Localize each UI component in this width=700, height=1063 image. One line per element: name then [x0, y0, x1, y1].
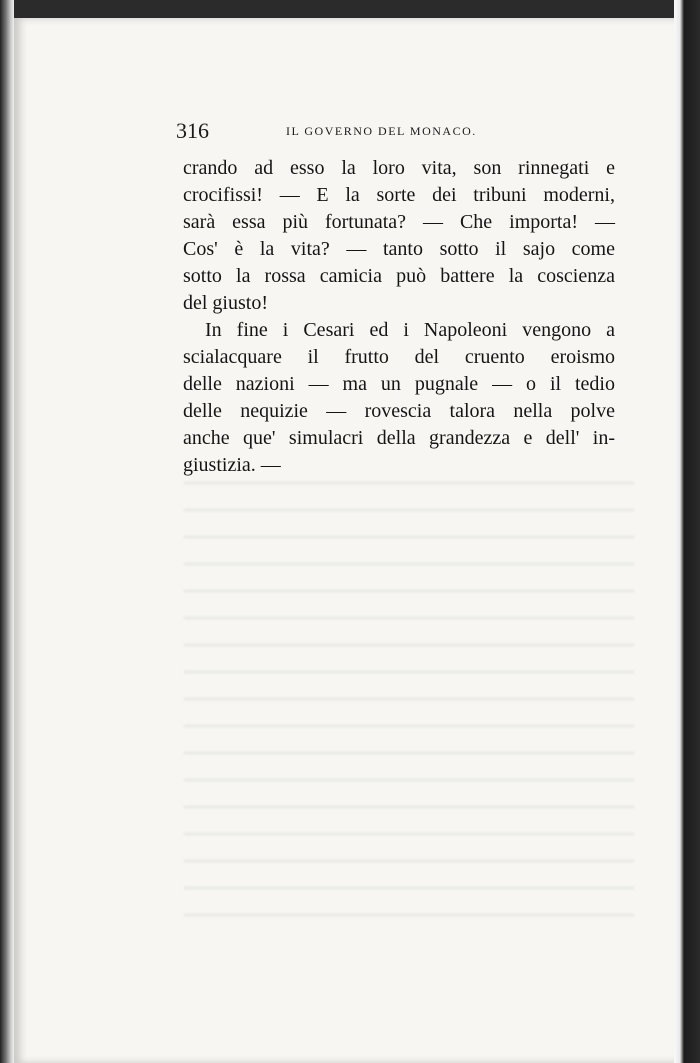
body-text [183, 155, 615, 479]
text-line: delle nazioni — ma un pugnale — o il tedio [183, 373, 615, 395]
page-edge [674, 0, 700, 1063]
running-head: IL GOVERNO DEL MONACO. [286, 124, 477, 138]
text-line: crando ad esso la loro vita, son rinnegati e [183, 157, 615, 179]
text-line: sarà essa più fortunata? — Che importa! — [183, 211, 615, 233]
text-line: giustizia. — [183, 454, 281, 476]
show-through-text [184, 468, 634, 928]
text-line: del giusto! [183, 292, 268, 314]
text-line: delle nequizie — rovescia talora nella polve [183, 400, 615, 422]
page-gutter [0, 0, 14, 1063]
text-line: In fine i Cesari ed i Napoleoni vengono a [205, 319, 615, 341]
text-line: sotto la rossa camicia può battere la coscienza [183, 265, 615, 287]
page-number: 316 [176, 118, 209, 143]
text-line: anche que' simulacri della grandezza e dell' in- [183, 427, 615, 449]
text-line: scialacquare il frutto del cruento eroismo [183, 346, 615, 368]
text-line: Cos' è la vita? — tanto sotto il sajo come [183, 238, 615, 260]
page-header [176, 118, 616, 144]
text-line: crocifissi! — E la sorte dei tribuni moderni, [183, 184, 615, 206]
